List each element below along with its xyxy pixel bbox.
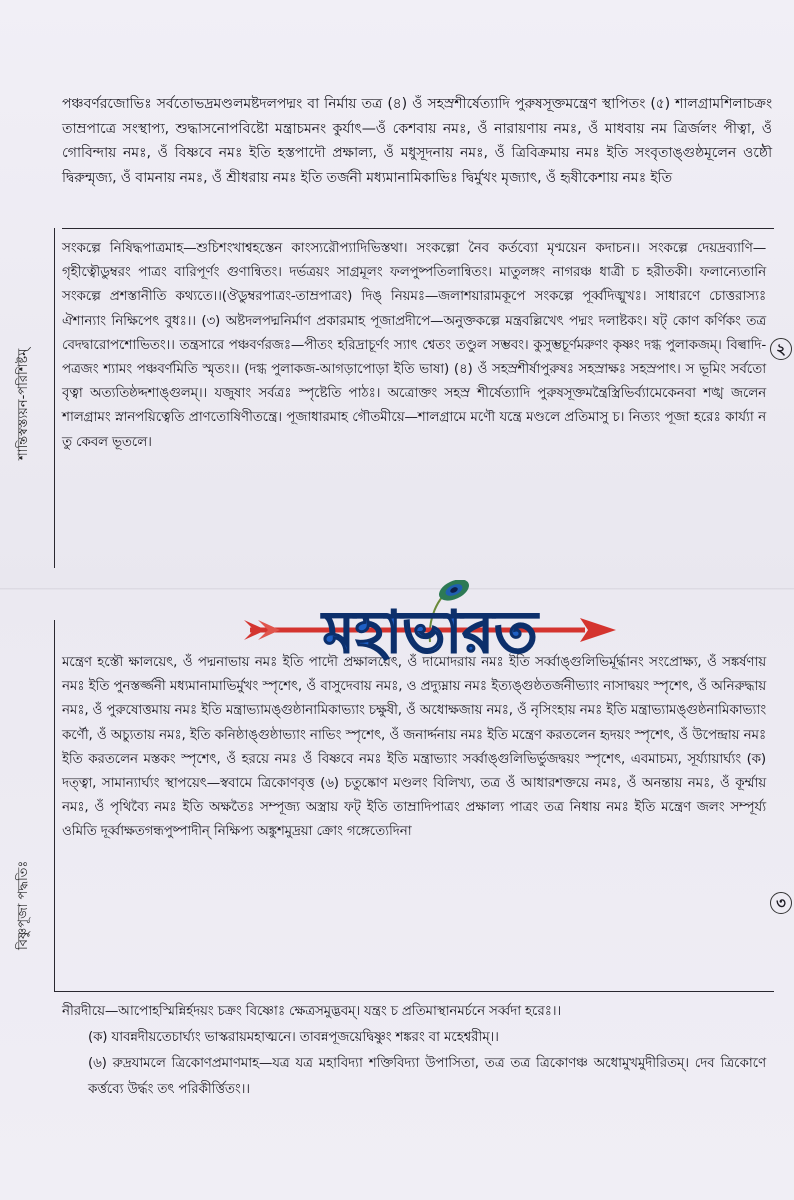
- main-text-bottom: মন্ত্রেণ হস্তৌ ক্ষালয়েৎ, ওঁ পদ্মনাভায় নমঃ ইতি পাদৌ প্রক্ষালয়েৎ, ওঁ দামোদরায় নমঃ ইতি সর্ব্বাঙ্গুলিভির্মূর্দ্ধানং সংপ্রোক্ষ্য, ওঁ সঙ্কর্ষণায় নমঃ ইতি পুনস্তর্জ্জনী মধ্যমানামাভির্মুখং স্পৃশেৎ, ওঁ বাসুদেবায় নমঃ, ও প্রদ্যুম্নায় নমঃ ইত্যঙ্গুষ্ঠতর্জনীভ্যাং নাসাদ্বয়ং স্পৃশেৎ, ওঁ অনিরুদ্ধায় নমঃ, ওঁ পুরুষোত্তমায় নমঃ ইতি মন্ত্রাভ্যামঙ্গুষ্ঠানামিকাভ্যাং চক্ষুষী, ওঁ অধোক্ষজায় নমঃ, ওঁ নৃসিংহায় নমঃ ইতি মন্ত্রাভ্যামঙ্গুষ্ঠনামিকাভ্যাং কর্ণৌ, ওঁ অচ্যুতায় নমঃ, ইতি কনিষ্ঠাঙ্গুষ্ঠাভ্যাং নাভিং স্পৃশেৎ, ওঁ জনার্দ্দনায় নমঃ ইতি মন্ত্রেণ করতলেন হৃদয়ং স্পৃশেৎ, ওঁ উপেন্দ্রায় নমঃ ইতি করতলেন মস্তকং স্পৃশেৎ, ওঁ হরয়ে নমঃ ওঁ বিষ্ণবে নমঃ ইতি মন্ত্রাভ্যাং সর্ব্বাঙ্গুলিভির্ভুজদ্বয়ং স্পৃশেৎ, এবমাচম্য, সূর্য্যায়ার্ঘ্যং (ক) দত্ত্বা, সামান্যার্ঘ্যং স্থাপয়েৎ—স্ববামে ত্রিকোণবৃত্ত (৬) চতুষ্কোণ মণ্ডলং বিলিখ্য, তত্র ওঁ আধারশক্তয়ে নমঃ, ওঁ অনন্তায় নমঃ, ওঁ কূর্ম্মায় নমঃ, ওঁ পৃথিব্যৈ নমঃ ইতি অক্ষতৈঃ সম্পূজ্য অস্ত্রায় ফট্ ইতি তাম্রাদিপাত্রং প্রক্ষাল্য পাত্রং তত্র নিধায় নমঃ ইতি মন্ত্রেণ জলং সম্পূর্য্য ওমিতি দূর্ব্বাক্ষতগন্ধপুষ্পাদীন্ নিক্ষিপ্য অঙ্কুশমুদ্রয়া ক্রোং গঙ্গেত্যেদিনা: [62, 654, 766, 840]
- page-number-bottom: ৩: [770, 892, 792, 914]
- top-page: [0, 0, 794, 590]
- intro-text: পঞ্চবর্ণরজোভিঃ সর্বতোভদ্রমণ্ডলমষ্টদলপদ্মং বা নির্মায় তত্র (৪) ওঁ সহস্রশীর্ষেত্যাদি পুরুষসূক্তমন্ত্রেণ স্থাপিতং (৫) শালগ্রামশিলাচক্রং তাম্রপাত্রে সংস্থাপ্য, শুদ্ধাসনোপবিষ্টো মন্ত্রাচমনং কুর্যাৎ—ওঁ কেশবায় নমঃ, ওঁ নারায়ণায় নমঃ, ওঁ মাধবায় নম ত্রির্জলং পীত্বা, ওঁ গোবিন্দায় নমঃ, ওঁ বিষ্ণবে নমঃ ইতি হস্তপাদৌ প্রক্ষাল্য, ওঁ মধুসূদনায় নমঃ, ওঁ ত্রিবিক্রমায় নমঃ ইতি সংবৃতাঙ্গুষ্ঠমূলেন ওষ্ঠৌ দ্বিরুন্মৃজ্য, ওঁ বামনায় নমঃ, ওঁ শ্রীধরায় নমঃ ইতি তর্জনী মধ্যমানামিকাভিঃ দ্বির্মুখং মৃজ্যাৎ, ওঁ হৃষীকেশায় নমঃ ইতি: [62, 96, 772, 186]
- footnotes: [62, 998, 766, 1102]
- mahabharat-logo: [240, 580, 620, 690]
- header-rule: [62, 228, 774, 229]
- logo-graphic: [240, 580, 620, 690]
- side-title-bottom: বিষ্ণুপূজা পদ্ধতিঃ: [16, 860, 31, 950]
- left-margin-rule-bottom: [54, 620, 55, 992]
- footnote-lead: নীরদীয়ে—আপোহস্মিন্নির্হদয়ং চক্রং বিষ্ণোঃ ক্ষেত্রসমুদ্ভবম্। যন্ত্রং চ প্রতিমাস্থানমর্চনে সর্ব্বদা হরেঃ।।: [62, 1003, 561, 1019]
- main-text-top: সংকল্পে নিষিদ্ধপাত্রমাহ—শুচিশংখাশ্বহস্তেন কাংস্যরৌপ্যাদিভিস্তথা। সংকল্পো নৈব কর্তব্যো মৃণ্ময়েন কদাচন।। সংকল্পে দেয়দ্রব্যাণি—গৃহীত্বৌডুম্বরং পাত্রং বারিপূর্ণং গুণান্বিতং। দর্ভত্রয়ং সাগ্রমূলং ফলপুষ্পতিলান্বিতং। মাতুলঙ্গং নাগরঞ্চ ধাত্রী চ হরীতকী। ফলান্যেতানি সংকল্পে প্রশস্তানীতি কথ্যতে।।(ঔডুম্বরপাত্রং-তাম্রপাত্রং) দিঙ্ নিয়মঃ—জলাশয়ারামকূপে সংকল্পে পূর্ব্বদিঙ্মুখঃ। সাধারণে চোত্তরাস্যঃ ঐশান্যাং নিক্ষিপেৎ বুধঃ।। (৩) অষ্টদলপদ্মনির্মাণ প্রকারমাহ পূজাপ্রদীপে—অনুক্তকল্পে মন্ত্রবল্লিখেৎ পদ্মং দলাষ্টকং। ষট্ কোণ কর্ণিকং তত্র বেদদ্বারোপশোভিতং।। তন্ত্রসারে পঞ্চবর্ণরজঃ—পীতং হরিদ্রাচূর্ণং স্যাৎ শ্বেতং তণ্ডুল সম্ভবং। কুসুম্ভচূর্ণমরুণং কৃষ্ণং দগ্ধ পুলাকজম্। বিল্বাদি-পত্রজং শ্যামং পঞ্চবর্ণমিতি স্মৃতং।। (দগ্ধ পুলাকজ-আগড়াপোড়া ইতি ভাষা) (৪) ওঁ সহস্রশীর্ষাপুরুষঃ সহস্রাক্ষঃ সহস্রপাৎ। স ভূমিং সর্বতো বৃত্বা অত্যতিষ্ঠদ্দশাঙ্গুলম্।। যজুষাং সর্বত্রঃ স্পৃষ্টেতি পাঠঃ। অত্রোক্তং সহস্র শীর্ষেত্যাদি পুরুষসূক্তমন্ত্রৈস্ত্রিভির্ব্যামেকেনবা শঙ্খ জলেন শালগ্রামং স্নানপয়িত্বেতি প্রাণতোষিণীতন্ত্রে। পূজাধারমাহ গৌতমীয়ে—শালগ্রামে মণৌ যন্ত্রে মণ্ডলে প্রতিমাসু চ। নিত্যং পূজা হরেঃ কার্য্যা ন তু কেবল ভূতলে।: [62, 240, 766, 450]
- intro-paragraph: [62, 92, 772, 190]
- main-paragraph-top: [62, 236, 766, 454]
- logo-wordmark: মহাভারত: [322, 598, 538, 666]
- page-number-top: ২: [770, 338, 792, 360]
- footnote-rule: [54, 991, 774, 992]
- left-margin-rule-top: [54, 228, 55, 568]
- side-title-top: শান্তিস্বস্ত্যয়ন-পরিশিষ্টম্: [16, 348, 31, 460]
- footnote-six: (৬) রুদ্রযামলে ত্রিকোণপ্রমাণমাহ—যত্র যত্র মহাবিদ্যা শক্তিবিদ্যা উপাসিতা, তত্র তত্র ত্রিকোণঞ্চ অধোমুখমুদীরিতম্। দেব ত্রিকোণে কর্ত্তব্যে উর্দ্ধং তৎ পরিকীর্ত্তিতং।।: [88, 1055, 766, 1097]
- footnote-ka: (ক) যাবন্নদীয়তেচার্ঘ্যং ভাস্করায়মহাত্মনে। তাবন্নপূজয়েদ্বিষ্ণুং শঙ্করং বা মহেশ্বরীম্।।: [88, 1029, 499, 1045]
